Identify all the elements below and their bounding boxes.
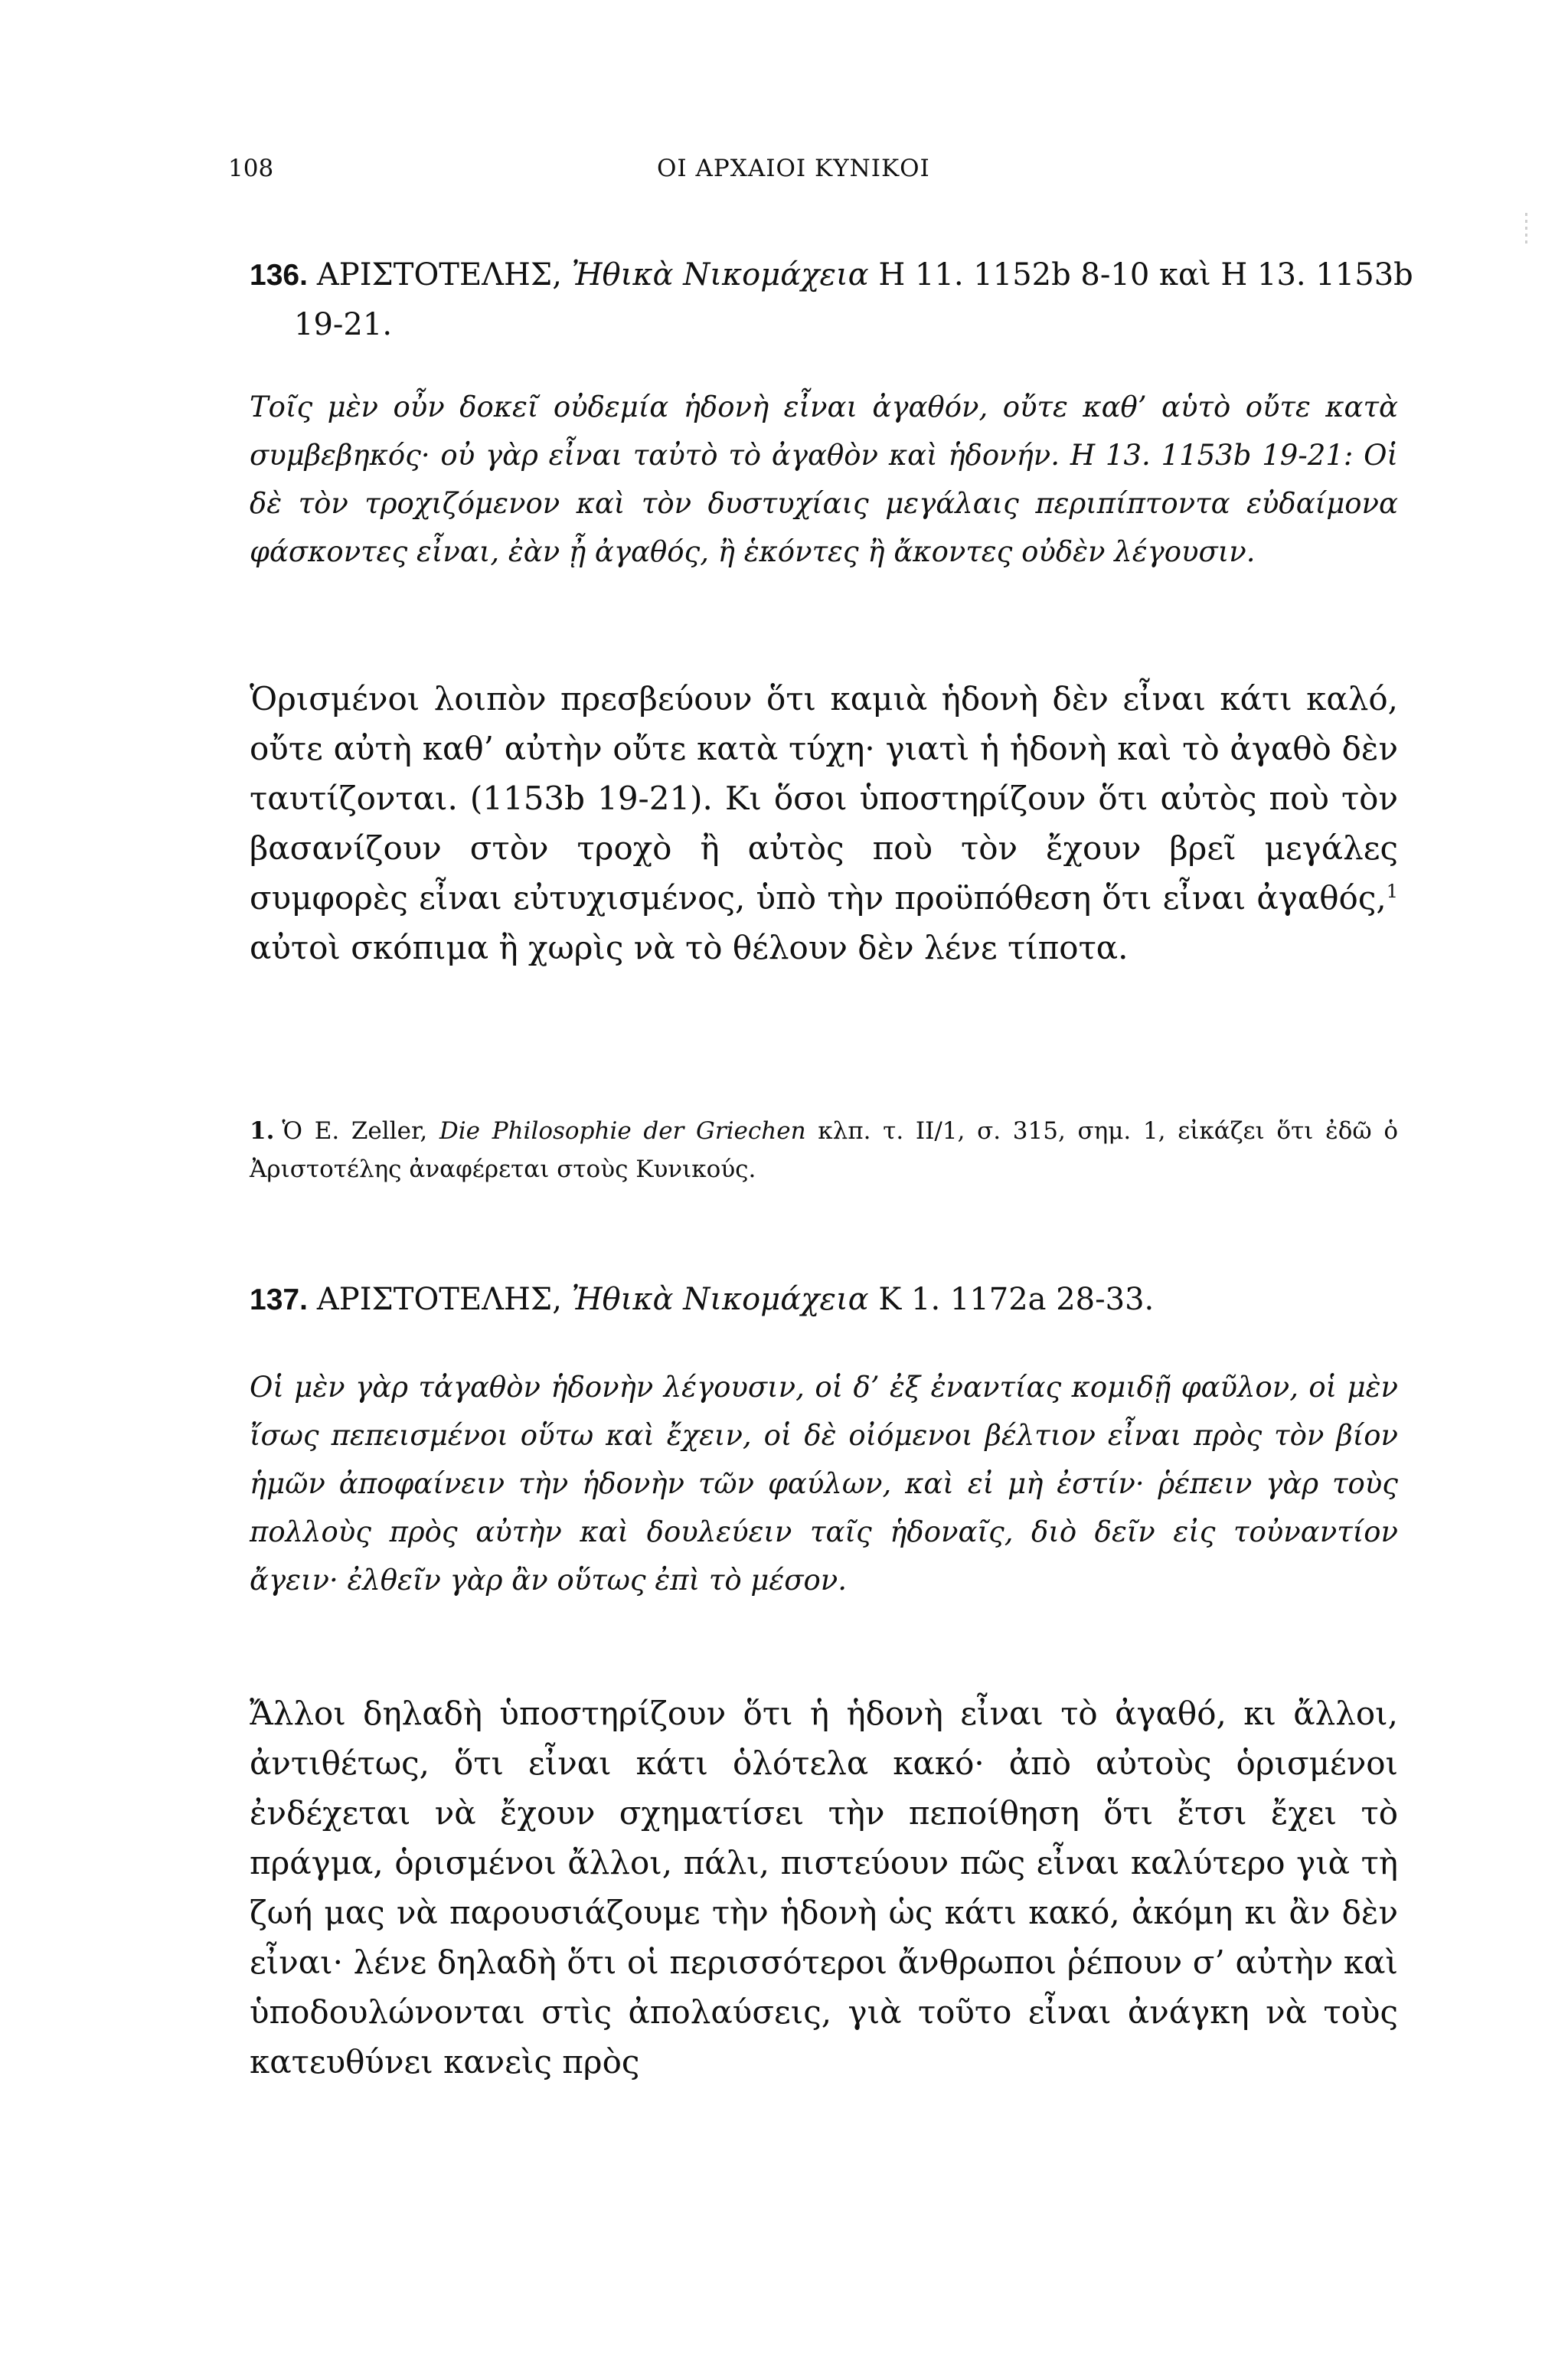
entry-work-title: Ἠθικὰ Νικομάχεια xyxy=(571,257,869,293)
entry-137-greek-quote: Οἱ μὲν γὰρ τἀγαθὸν ἡδονὴν λέγουσιν, οἱ δ’ ἐξ ἐναντίας κομιδῇ φαῦλον, οἱ μὲν ἴσως πεπεισμένοι οὕτω καὶ ἔχειν, οἱ δὲ οἰόμενοι βέλτιον εἶναι πρὸς τὸν βίον ἡμῶν ἀποφαίνειν τὴν ἡδονὴν τῶν φαύλων, καὶ εἰ μὴ ἐστίν· ῥέπειν γὰρ τοὺς πολλοὺς πρὸς αὐτὴν καὶ δουλεύειν ταῖς ἡδοναῖς, διὸ δεῖν εἰς τοὐναντίον ἄγειν· ἐλθεῖν γὰρ ἂν οὕτως ἐπὶ τὸ μέσον. xyxy=(250,1371,1398,1597)
translation-text-continued: αὐτοὶ σκόπιμα ἢ χωρὶς νὰ τὸ θέλουν δὲν λένε τίποτα. xyxy=(250,929,1129,966)
entry-137-heading xyxy=(250,1275,1442,1325)
footnote-marker: 1 xyxy=(1386,881,1398,902)
entry-136-greek-quote: Τοῖς μὲν οὖν δοκεῖ οὐδεμία ἡδονὴ εἶναι ἀγαθόν, οὔτε καθ’ αὑτὸ οὔτε κατὰ συμβεβηκός· οὐ γὰρ εἶναι ταὐτὸ τὸ ἀγαθὸν καὶ ἡδονήν. Η 13. 1153b 19-21: Οἱ δὲ τὸν τροχιζόμενον καὶ τὸν δυστυχίαις μεγάλαις περιπίπτοντα εὐδαίμονα φάσκοντες εἶναι, ἐὰν ᾖ ἀγαθός, ἢ ἑκόντες ἢ ἄκοντες οὐδὲν λέγουσιν. xyxy=(250,391,1398,568)
footnote-number: 1. xyxy=(250,1117,275,1145)
entry-reference: Η 11. 1152b 8-10 καὶ Η 13. 1153b 19-21. xyxy=(294,257,1413,342)
footnote-text-continued: κλπ. τ. II/1, σ. 315, σημ. 1, εἰκάζει ὅτι ἐδῶ ὁ Ἀριστοτέλης ἀναφέρεται στοὺς Κυνικούς. xyxy=(250,1117,1399,1183)
page-number: 108 xyxy=(228,155,274,182)
entry-137-translation: Ἄλλοι δηλαδὴ ὑποστηρίζουν ὅτι ἡ ἡδονὴ εἶναι τὸ ἀγαθό, κι ἄλλοι, ἀντιθέτως, ὅτι εἶναι κάτι ὁλότελα κακό· ἀπὸ αὐτοὺς ὁρισμένοι ἐνδέχεται νὰ ἔχουν σχηματίσει τὴν πεποίθηση ὅτι ἔτσι ἔχει τὸ πράγμα, ὁρισμένοι ἄλλοι, πάλι, πιστεύουν πῶς εἶναι καλύτερο γιὰ τὴ ζωή μας νὰ παρουσιάζουμε τὴν ἡδονὴ ὡς κάτι κακό, ἀκόμη κι ἂν δὲν εἶναι· λένε δηλαδὴ ὅτι οἱ περισσότεροι ἄνθρωποι ῥέπουν σ’ αὐτὴν καὶ ὑποδουλώνονται στὶς ἀπολαύσεις, γιὰ τοῦτο εἶναι ἀνάγκη νὰ τοὺς κατευθύνει κανεὶς πρὸς xyxy=(250,1695,1398,2081)
footnote-work-title: Die Philosophie der Griechen xyxy=(439,1117,806,1145)
book-title: ΟΙ ΑΡΧΑΙΟΙ ΚΥΝΙΚΟΙ xyxy=(657,155,930,182)
entry-136-heading xyxy=(250,250,1442,349)
running-head xyxy=(228,153,1395,184)
entry-work-title: Ἠθικὰ Νικομάχεια xyxy=(571,1282,869,1317)
entry-author: ΑΡΙΣΤΟΤΕΛΗΣ, xyxy=(316,1282,562,1317)
entry-136-footnote xyxy=(250,1112,1398,1188)
footnote-text: Ὁ E. Zeller, xyxy=(282,1117,439,1145)
entry-number: 137. xyxy=(250,1283,308,1316)
translation-text: Ὁρισμένοι λοιπὸν πρεσβεύουν ὅτι καμιὰ ἡδονὴ δὲν εἶναι κάτι καλό, οὔτε αὐτὴ καθ’ αὐτὴν οὔτε κατὰ τύχη· γιατὶ ἡ ἡδονὴ καὶ τὸ ἀγαθὸ δὲν ταυτίζονται. (1153b 19-21). Κι ὅσοι ὑποστηρίζουν ὅτι αὐτὸς ποὺ τὸν βασανίζουν στὸν τροχὸ ἢ αὐτὸς ποὺ τὸν ἔχουν βρεῖ μεγάλες συμφορὲς εἶναι εὐτυχισμένος, ὑπὸ τὴν προϋπόθεση ὅτι εἶναι ἀγαθός, xyxy=(250,680,1398,917)
scan-edge-mark xyxy=(1525,213,1527,244)
entry-number: 136. xyxy=(250,259,308,292)
entry-136-translation xyxy=(250,674,1398,973)
entry-author: ΑΡΙΣΤΟΤΕΛΗΣ, xyxy=(316,257,562,293)
entry-reference: Κ 1. 1172a 28-33. xyxy=(878,1282,1155,1317)
